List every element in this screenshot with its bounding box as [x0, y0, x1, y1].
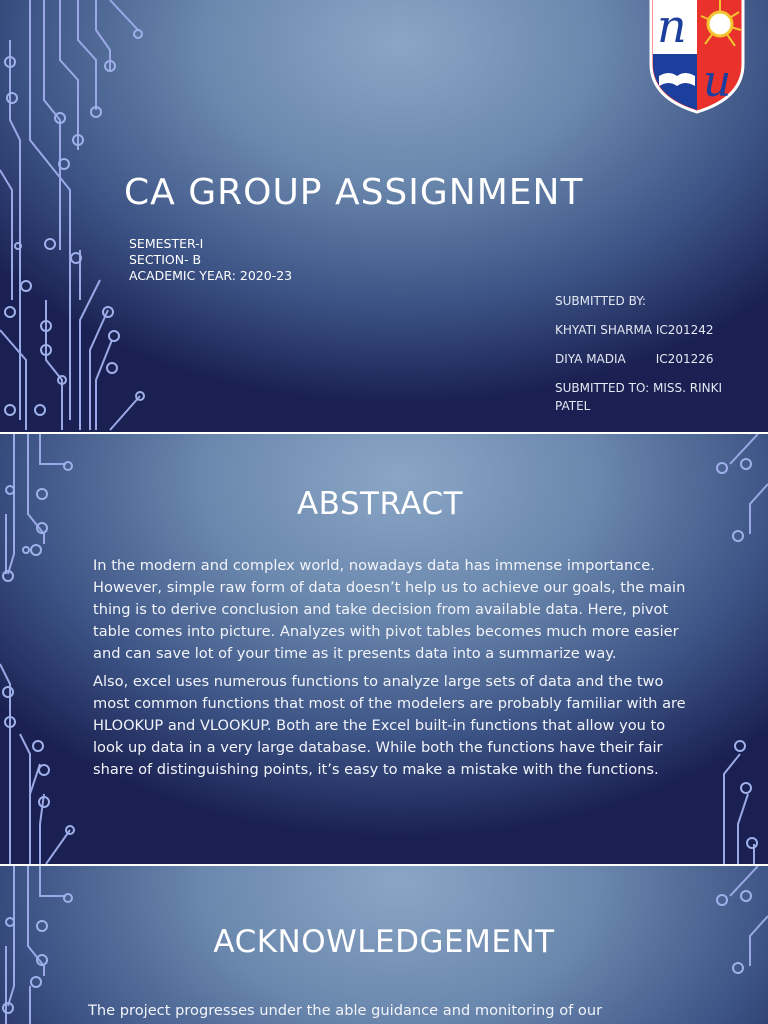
abstract-paragraph-1: In the modern and complex world, nowadays data has immense importance. However, simple raw form of data doesn’t help us to achieve our goals, the main thing is to derive conclusion and take decision from available data. Here, pivot table comes into picture. Analyzes with pivot tables becomes much more easier and can save lot of your time as it presents data into a summarize way.: [93, 557, 686, 662]
semester-text: SEMESTER-I: [129, 236, 204, 251]
logo-letter-u: u: [703, 56, 732, 107]
student-1: KHYATI SHARMA IC201242: [555, 323, 714, 337]
logo-letter-n: n: [657, 0, 687, 53]
student-2: [555, 350, 745, 368]
acknowledgement-paragraph-1: The project progresses under the able guidance and monitoring of our: [88, 1002, 603, 1019]
acknowledgement-slide: [0, 866, 768, 1024]
section-text: SECTION- B: [129, 252, 202, 267]
title-slide: [0, 0, 768, 432]
submitted-by-label: SUBMITTED BY:: [555, 294, 646, 308]
submitted-to: SUBMITTED TO: MISS. RINKI PATEL: [555, 381, 723, 413]
submission-details: [555, 292, 745, 426]
abstract-body: [93, 555, 699, 787]
acknowledgement-heading: ACKNOWLEDGEMENT: [213, 924, 555, 960]
student-2-name: DIYA MADIA: [555, 352, 626, 366]
presentation-title: CA GROUP ASSIGNMENT: [124, 172, 584, 213]
abstract-paragraph-2: Also, excel uses numerous functions to analyze large sets of data and the two most common functions that most of the modelers are probably familiar with are HLOOKUP and VLOOKUP. Both are the Excel built-in functions that allow you to look up data in a very large database. While both the functions have their fair share of distinguishing points, it’s easy to make a mistake with the functions.: [93, 673, 686, 778]
university-crest-icon: [647, 0, 747, 114]
student-2-id: IC201226: [655, 352, 714, 366]
circuit-decoration-left: [0, 0, 160, 432]
acknowledgement-body: [88, 1000, 694, 1024]
abstract-heading: ABSTRACT: [296, 486, 464, 522]
course-details: [129, 236, 292, 284]
academic-year-text: ACADEMIC YEAR: 2020-23: [129, 268, 293, 283]
abstract-slide: [0, 434, 768, 864]
